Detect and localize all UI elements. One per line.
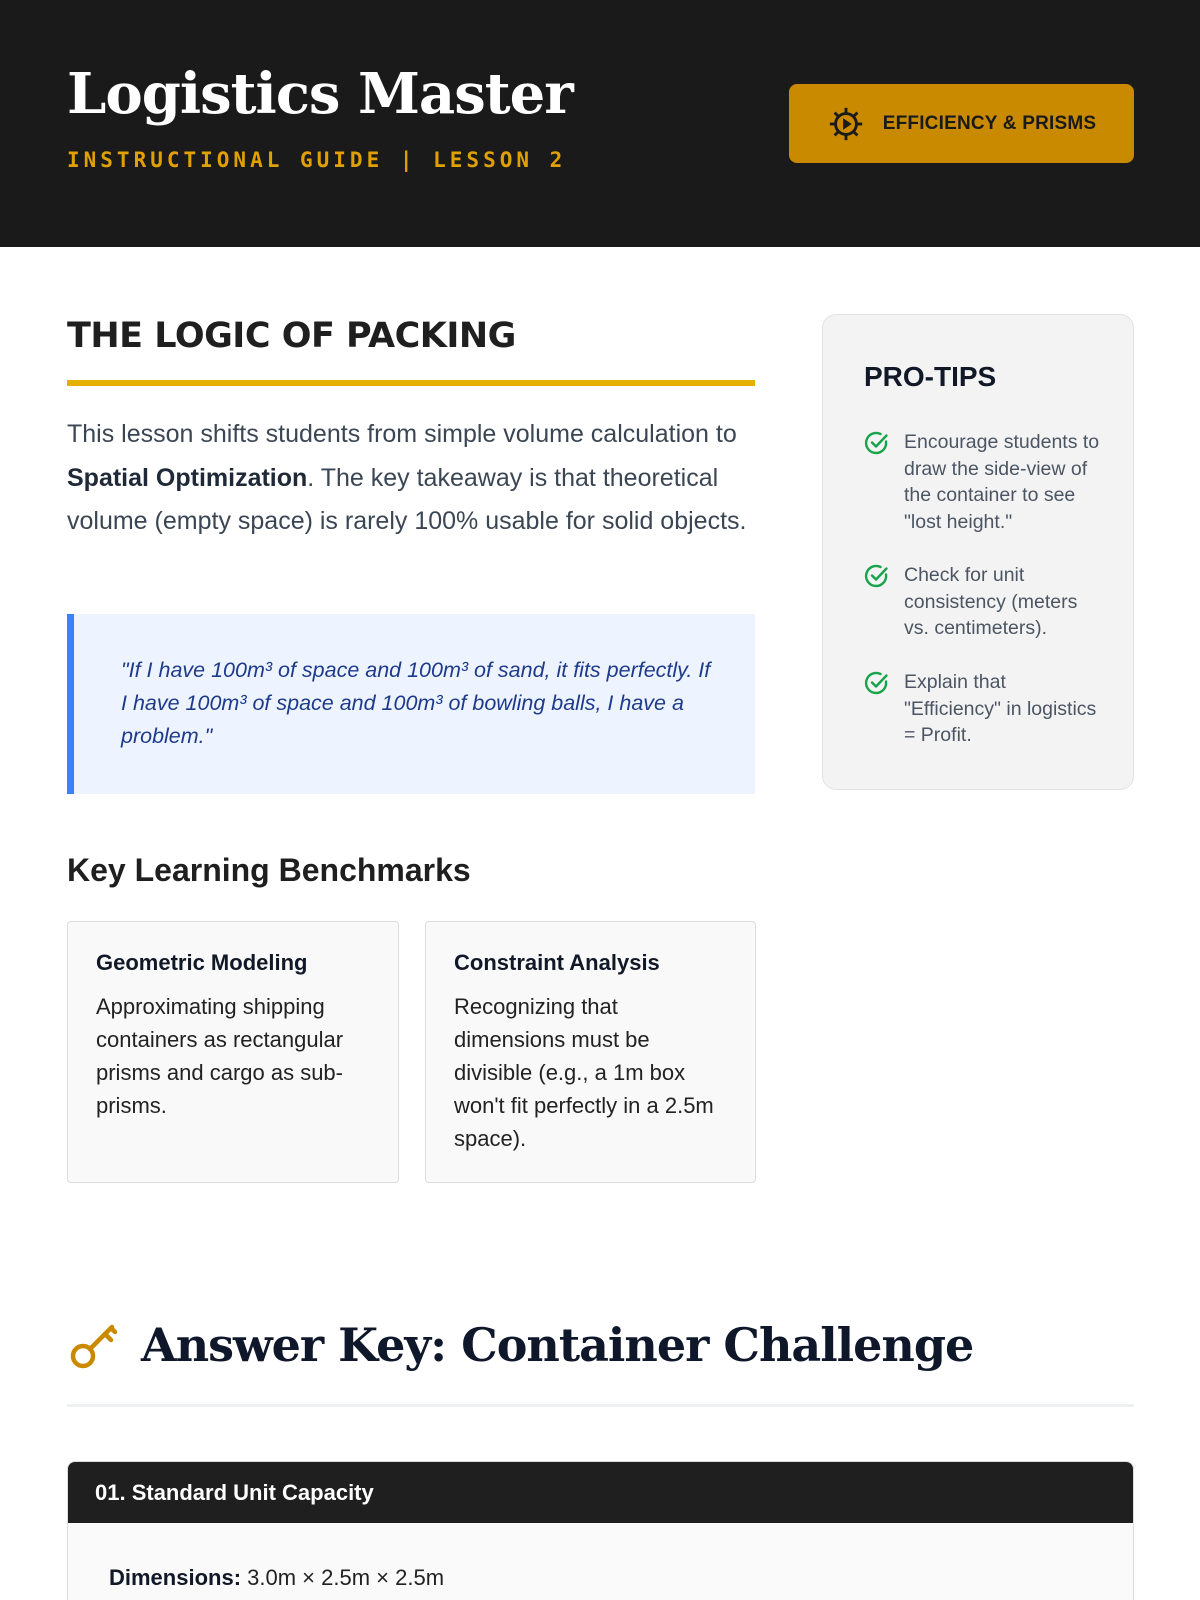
brand-title: Logistics Master [67,61,573,127]
pro-tip-item [864,669,1104,749]
benchmarks-title: Key Learning Benchmarks [67,852,471,888]
benchmark-body: Approximating shipping containers as rectangular prisms and cargo as sub-prisms. [96,994,344,1118]
dimensions-label: Dimensions: [109,1565,242,1590]
pro-tip-item [864,429,1104,535]
question-card [67,1461,1134,1600]
key-icon [67,1320,121,1374]
benchmark-card [67,921,399,1183]
pro-tip-text: Check for unit consistency (meters vs. centimeters). [904,564,1078,639]
answer-key-divider [67,1404,1134,1407]
quote-text: "If I have 100m³ of space and 100m³ of sand, it fits perfectly. If I have 100m³ of space and 100m³ of bowling balls, I have a problem." [121,658,711,748]
intro-text-start: This lesson shifts students from simple volume calculation to [67,420,737,448]
pro-tips-title: PRO-TIPS [864,361,997,392]
check-circle-icon [864,430,890,456]
question-dimensions [109,1565,444,1591]
check-circle-icon [864,670,890,696]
brand-subtitle: INSTRUCTIONAL GUIDE | LESSON 2 [67,148,567,172]
intro-highlight: Spatial Optimization [67,463,308,492]
intro-paragraph [67,413,757,544]
topic-badge [789,84,1134,163]
benchmark-heading: Constraint Analysis [454,950,660,975]
quote-callout [67,614,755,794]
pro-tip-item [864,562,1104,642]
pro-tip-text: Explain that "Efficiency" in logistics = Profit. [904,671,1097,746]
title-underline [67,380,755,386]
intro-text-end: . The key takeaway is that theoretical volume (empty space) is rarely 100% usable for solid objects. [67,463,747,535]
pro-tip-text: Encourage students to draw the side-view of the container to see "lost height." [904,431,1100,533]
question-header [68,1462,1133,1523]
badge-label: EFFICIENCY & PRISMS [882,112,1097,134]
section-title: THE LOGIC OF PACKING [67,316,516,356]
benchmark-card [425,921,756,1183]
question-header-label: 01. Standard Unit Capacity [95,1480,374,1505]
gear-play-icon [827,105,865,143]
dimensions-value: 3.0m × 2.5m × 2.5m [241,1565,445,1590]
benchmark-heading: Geometric Modeling [96,950,308,975]
page-header [0,0,1200,247]
answer-key-title: Answer Key: Container Challenge [141,1318,974,1372]
pro-tips-panel [822,314,1134,790]
benchmark-body: Recognizing that dimensions must be divisible (e.g., a 1m box won't fit perfectly in a 2.5m space). [454,994,714,1151]
check-circle-icon [864,563,890,589]
